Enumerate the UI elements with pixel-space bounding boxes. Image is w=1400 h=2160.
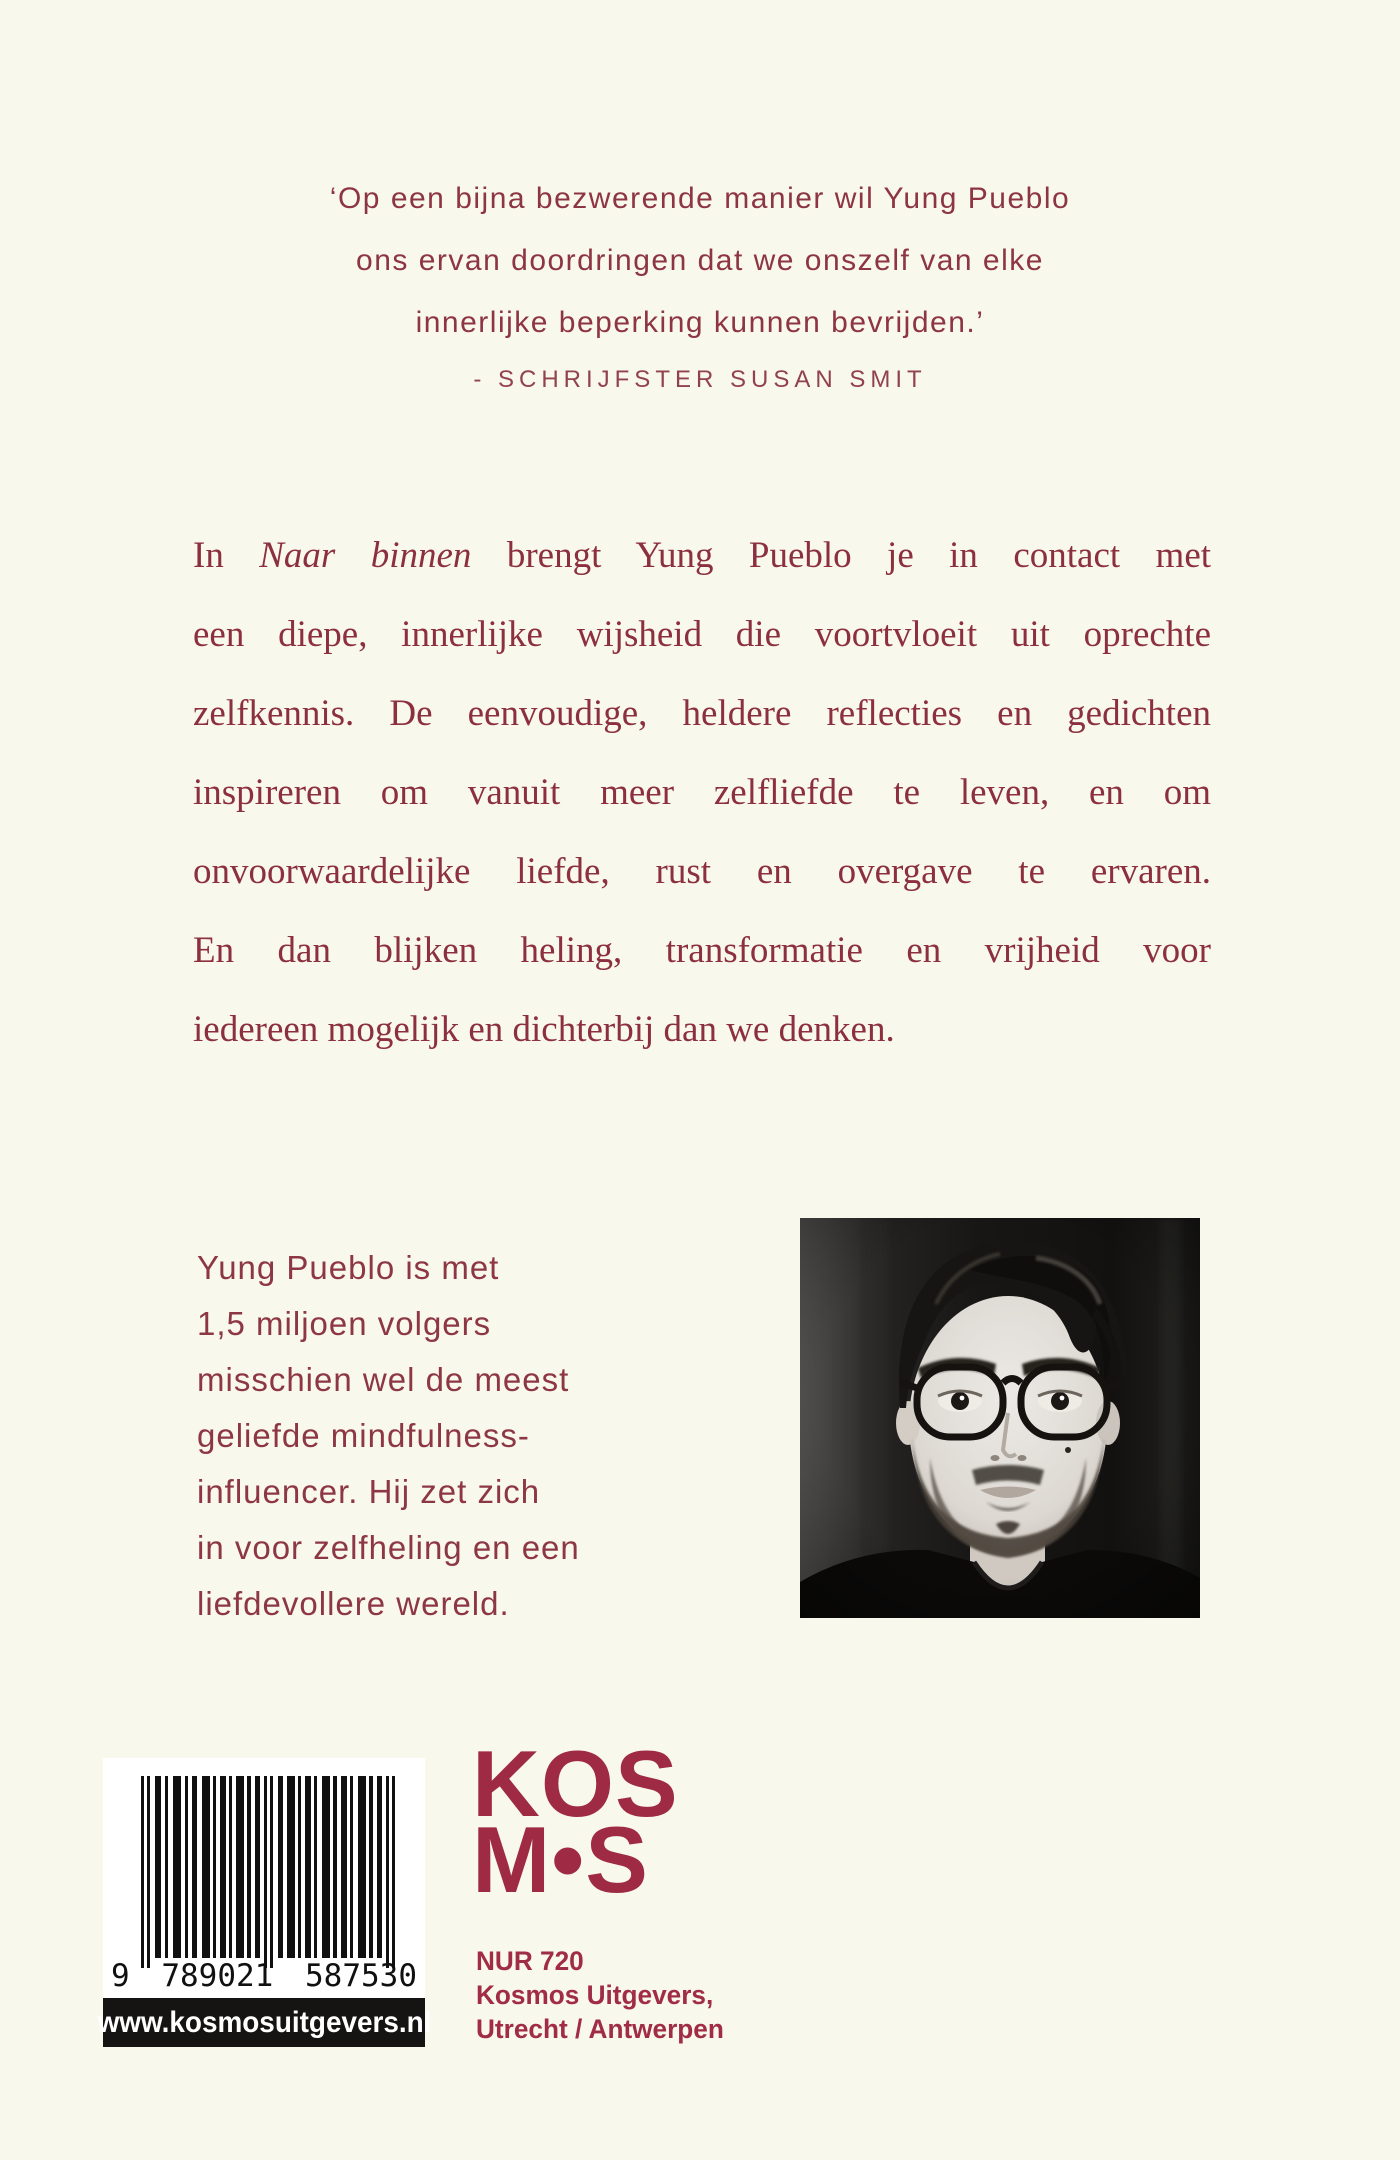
bio-line-1: Yung Pueblo is met: [197, 1249, 500, 1286]
barcode-digit-group1: 789021: [161, 1958, 274, 1994]
description-line-1: [193, 516, 1211, 595]
publisher-website-url: www.kosmosuitgevers.nl: [97, 2005, 431, 2039]
description-line-3: zelfkennis. De eenvoudige, heldere reflecties en gedichten: [193, 693, 1211, 734]
quote-line-1: ‘Op een bijna bezwerende manier wil Yung Pueblo: [329, 182, 1071, 215]
book-description: [193, 516, 1211, 1069]
bio-line-2: 1,5 miljoen volgers: [197, 1305, 492, 1342]
quote-attribution: - SCHRIJFSTER SUSAN SMIT: [473, 366, 927, 393]
kosmos-logo-line-1: KOS: [472, 1731, 679, 1836]
quote-line-3: innerlijke beperking kunnen bevrijden.’: [415, 306, 985, 339]
quote-line-2: ons ervan doordringen dat we onszelf van elke: [356, 244, 1044, 277]
kosmos-logo: [472, 1731, 679, 1912]
bio-line-7: liefdevollere wereld.: [197, 1585, 510, 1622]
description-line-4: inspireren om vanuit meer zelfliefde te leven, en om: [193, 772, 1211, 813]
bio-line-5: influencer. Hij zet zich: [197, 1473, 541, 1510]
endorsement-quote: [0, 168, 1400, 394]
barcode-panel: [103, 1758, 425, 1998]
barcode-digits: [111, 1958, 417, 1994]
barcode-digit-group2: 587530: [305, 1958, 417, 1994]
nur-code: NUR 720: [476, 1946, 584, 1976]
portrait-illustration: [800, 1218, 1200, 1618]
description-line-7: iedereen mogelijk en dichterbij dan we denken.: [193, 1009, 895, 1050]
description-prefix: In: [193, 535, 224, 576]
author-bio: [197, 1240, 757, 1632]
book-title-italic: Naar binnen: [259, 535, 472, 576]
description-line-5: onvoorwaardelijke liefde, rust en overgave te ervaren.: [193, 851, 1211, 892]
publisher-info: [476, 1944, 724, 2046]
barcode-digit-lead: 9: [111, 1958, 130, 1994]
portrait-vignette: [800, 1218, 1200, 1618]
bio-line-3: misschien wel de meest: [197, 1361, 570, 1398]
publisher-name: Kosmos Uitgevers,: [476, 1980, 714, 2010]
description-line-1-rest: brengt Yung Pueblo je in contact met: [506, 535, 1212, 576]
bio-line-4: geliefde mindfulness-: [197, 1417, 530, 1454]
publisher-location: Utrecht / Antwerpen: [476, 2014, 724, 2044]
bio-line-6: in voor zelfheling en een: [197, 1529, 580, 1566]
kosmos-logo-line-2: M•S: [472, 1807, 649, 1912]
publisher-website-bar: [97, 1998, 431, 2047]
description-line-2: een diepe, innerlijke wijsheid die voortvloeit uit oprechte: [193, 614, 1211, 655]
description-line-6: En dan blijken heling, transformatie en vrijheid voor: [193, 930, 1211, 971]
author-portrait-photo: [800, 1218, 1200, 1618]
